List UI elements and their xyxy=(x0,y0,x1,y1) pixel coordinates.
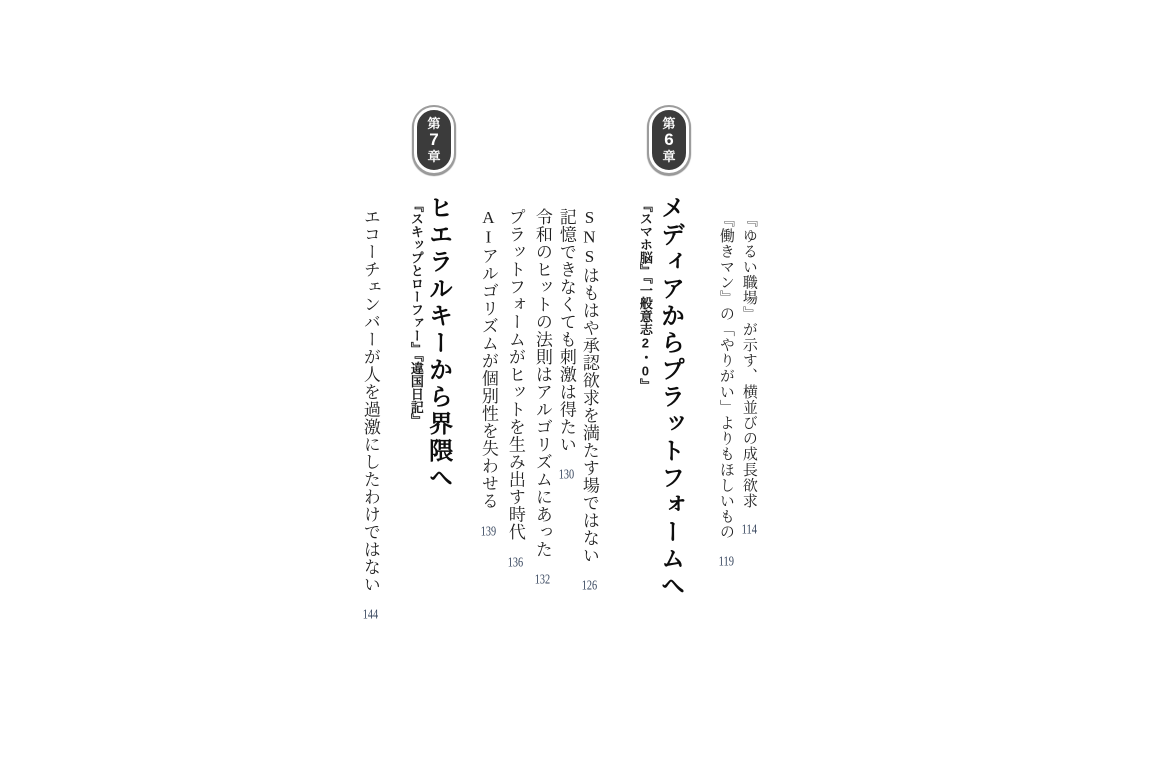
toc-entry xyxy=(740,212,756,537)
toc-entry xyxy=(557,208,575,482)
chapter-7-subtitle xyxy=(409,199,423,427)
chapter-6-subtitle xyxy=(638,199,652,392)
page-number: 139 xyxy=(480,524,497,539)
chapter-title-text: メディアからプラットフォームへ xyxy=(656,195,684,600)
toc-entry xyxy=(533,208,551,587)
toc-entry-text: AIアルゴリズムが個別性を失わせる xyxy=(478,208,498,510)
toc-entry xyxy=(717,212,733,569)
chapter-title-text: ヒエラルキーから界隈へ xyxy=(424,195,452,492)
spacer xyxy=(514,541,516,556)
badge-char: 章 xyxy=(427,149,441,164)
toc-entry-text: SNSはもはや承認欲求を満たす場ではない xyxy=(579,208,599,564)
badge-char: 第 xyxy=(662,116,676,131)
chapter-subtitle-text: 『スキップとローファー』『違国日記』 xyxy=(408,199,424,427)
toc-entry xyxy=(506,208,524,570)
page-number: 136 xyxy=(507,555,524,570)
toc-entry-text: 『働きマン』の「やりがい」よりもほしいもの xyxy=(717,212,734,540)
toc-entry xyxy=(580,208,598,593)
spacer xyxy=(748,508,750,523)
badge-char: 7 xyxy=(429,130,439,149)
badge-char: 6 xyxy=(664,130,674,149)
page-number: 144 xyxy=(362,608,379,622)
chapter-7-title xyxy=(425,195,450,492)
page-number: 126 xyxy=(581,579,598,593)
toc-entry-text: 記憶できなくても刺激は得たい xyxy=(556,208,576,453)
spacer xyxy=(725,540,727,555)
page-number: 130 xyxy=(558,468,575,482)
toc-entry-text: 令和のヒットの法則はアルゴリズムにあった xyxy=(532,208,552,558)
toc-entry-text: 『ゆるい職場』が示す、横並びの成長欲求 xyxy=(740,212,757,509)
spacer xyxy=(487,510,489,525)
badge-char: 第 xyxy=(427,116,441,131)
spacer xyxy=(369,593,371,608)
chapter-subtitle-text: 『スマホ脳』『一般意志2・0』 xyxy=(637,199,653,392)
toc-entry xyxy=(361,208,379,622)
badge-char: 章 xyxy=(662,149,676,164)
chapter-6-title xyxy=(657,195,682,600)
spacer xyxy=(541,558,543,573)
toc-entry-text: エコーチェンバーが人を過激にしたわけではない xyxy=(360,208,380,593)
chapter-6-badge xyxy=(649,107,689,173)
toc-entry-text: プラットフォームがヒットを生み出す時代 xyxy=(505,208,525,541)
page-number: 132 xyxy=(534,573,551,587)
spacer xyxy=(588,564,590,579)
page-number: 114 xyxy=(741,523,758,538)
chapter-7-badge xyxy=(414,107,454,173)
spacer xyxy=(565,453,567,468)
toc-entry xyxy=(479,208,497,539)
page-number: 119 xyxy=(718,554,735,569)
